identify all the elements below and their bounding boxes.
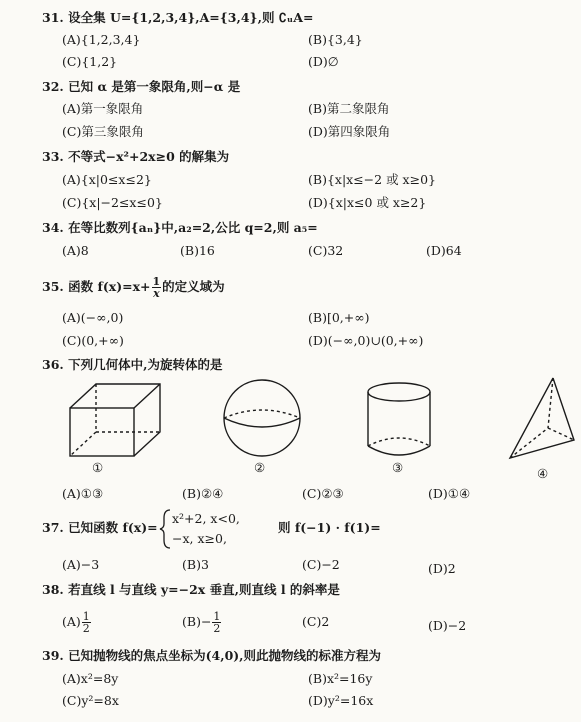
q33-option-a: (A){x|0≤x≤2} (62, 172, 152, 187)
q34-option-d: (D)64 (426, 243, 462, 258)
q38-a-den: 2 (82, 622, 90, 635)
q35-frac-num: 1 (152, 275, 161, 288)
q38-option-a-label: (A) (62, 614, 81, 629)
question-32-stem: 32. 已知 α 是第一象限角,则−α 是 (42, 79, 241, 94)
q38-option-d: (D)−2 (428, 618, 467, 633)
q35-stem-suffix: 的定义域为 (162, 279, 225, 294)
q37-option-d: (D)2 (428, 561, 456, 576)
q32-option-c: (C)第三象限角 (62, 124, 144, 139)
q39-option-c: (C)y²=8x (62, 693, 119, 708)
q34-option-b: (B)16 (180, 243, 215, 258)
q37-piece-1: x²+2, x<0, (172, 511, 240, 526)
q38-b-den: 2 (213, 622, 221, 635)
q33-option-b: (B){x|x≤−2 或 x≥0} (308, 172, 436, 187)
q35-option-c: (C)(0,+∞) (62, 333, 124, 348)
question-37-stem-suffix: 则 f(−1) · f(1)= (278, 520, 381, 535)
q34-option-a: (A)8 (62, 243, 89, 258)
q32-option-b: (B)第二象限角 (308, 101, 390, 116)
q38-option-b-fraction (212, 611, 221, 634)
q35-option-b: (B)[0,+∞) (308, 310, 370, 325)
q33-option-d: (D){x|x≤0 或 x≥2} (308, 195, 427, 210)
q39-option-d: (D)y²=16x (308, 693, 374, 708)
q39-option-a: (A)x²=8y (62, 671, 119, 686)
q38-b-num: 1 (213, 610, 221, 623)
q39-option-b: (B)x²=16y (308, 671, 373, 686)
question-36-stem: 36. 下列几何体中,为旋转体的是 (42, 357, 223, 372)
q38-option-c: (C)2 (302, 614, 330, 629)
q35-frac-den: x (153, 287, 160, 300)
q31-option-a: (A){1,2,3,4} (62, 32, 141, 47)
q34-option-c: (C)32 (308, 243, 344, 258)
question-33-stem: 33. 不等式−x²+2x≥0 的解集为 (42, 149, 230, 164)
figure-label-1: ① (92, 460, 104, 475)
q36-option-b: (B)②④ (182, 486, 224, 501)
q36-option-c: (C)②③ (302, 486, 344, 501)
q31-option-b: (B){3,4} (308, 32, 363, 47)
q31-option-d: (D)∅ (308, 54, 339, 69)
q38-option-a (62, 611, 92, 634)
figure-label-3: ③ (392, 460, 404, 475)
q32-option-a: (A)第一象限角 (62, 101, 144, 116)
q35-option-a: (A)(−∞,0) (62, 310, 124, 325)
q36-option-a: (A)①③ (62, 486, 104, 501)
q37-option-a: (A)−3 (62, 557, 100, 572)
q33-option-c: (C){x|−2≤x≤0} (62, 195, 163, 210)
figure-label-4: ④ (537, 466, 549, 481)
q38-option-b (182, 611, 222, 634)
question-37-stem-prefix: 37. 已知函数 f(x)= (42, 520, 158, 535)
q36-option-d: (D)①④ (428, 486, 471, 501)
q31-option-c: (C){1,2} (62, 54, 118, 69)
q37-option-b: (B)3 (182, 557, 209, 572)
figure-label-2: ② (254, 460, 266, 475)
q37-piece-2: −x, x≥0, (172, 531, 227, 546)
question-38-stem: 38. 若直线 l 与直线 y=−2x 垂直,则直线 l 的斜率是 (42, 582, 340, 597)
question-34-stem: 34. 在等比数列{aₙ}中,a₂=2,公比 q=2,则 a₅= (42, 220, 318, 235)
q35-stem-prefix: 35. 函数 f(x)=x+ (42, 279, 151, 294)
q35-option-d: (D)(−∞,0)∪(0,+∞) (308, 333, 424, 348)
question-39-stem: 39. 已知抛物线的焦点坐标为(4,0),则此抛物线的标准方程为 (42, 648, 382, 663)
q38-option-b-label: (B)− (182, 614, 212, 629)
question-31-stem: 31. 设全集 U={1,2,3,4},A={3,4},则 ∁ᵤA= (42, 10, 314, 25)
q32-option-d: (D)第四象限角 (308, 124, 391, 139)
q37-option-c: (C)−2 (302, 557, 340, 572)
q38-a-num: 1 (82, 610, 90, 623)
q38-option-a-fraction (82, 611, 91, 634)
